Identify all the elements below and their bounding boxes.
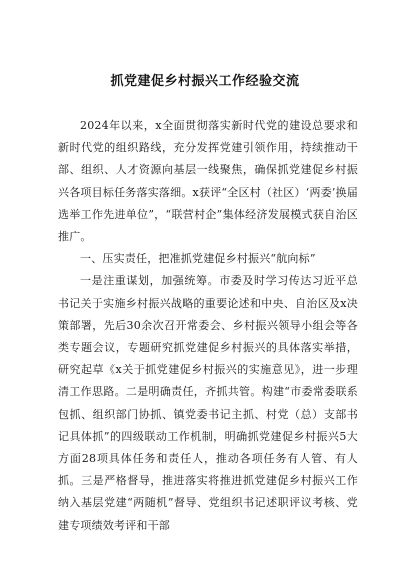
document-title: 抓党建促乡村振兴工作经验交流 bbox=[110, 74, 300, 89]
document-body bbox=[58, 115, 358, 537]
body-paragraph: 一是注重谋划，加强统筹。市委及时学习传达习近平总书记关于实施乡村振兴战略的重要论述和中央、自治区及x决策部署，先后30余次召开常委会、乡村振兴领导小组会等各类专题会议，专题研究抓党建促乡村振兴的具体落实举措，研究起草《x关于抓党建促乡村振兴的实施意见》，进一步理清工作思路。二是明确责任，齐抓共管。构建“市委常委联系包抓、组织部门协抓、镇党委书记主抓、村党（总）支部书记具体抓”的四级联动工作机制，明确抓党建促乡村振兴5大方面28项具体任务和责任人，推动各项任务有人管、有人抓。三是严格督导，推进落实将推进抓党建促乡村振兴工作纳入基层党建“两随机”督导、党组织书记述职评议考核、党建专项绩效考评和干部 bbox=[58, 274, 358, 532]
section-heading: 一、压实责任，把准抓党建促乡村振兴“航向标” bbox=[80, 252, 316, 266]
intro-paragraph: 2024年以来，x全面贯彻落实新时代党的建设总要求和新时代党的组织路线，充分发挥党建引领作用，持续推动干部、组织、人才资源向基层一线聚焦，确保抓党建促乡村振兴各项目标任务落实落细。x获评“全区村（社区）‘两委’换届选举工作先进单位”，“联营村企”集体经济发展模式获自治区推广。 bbox=[58, 119, 358, 244]
